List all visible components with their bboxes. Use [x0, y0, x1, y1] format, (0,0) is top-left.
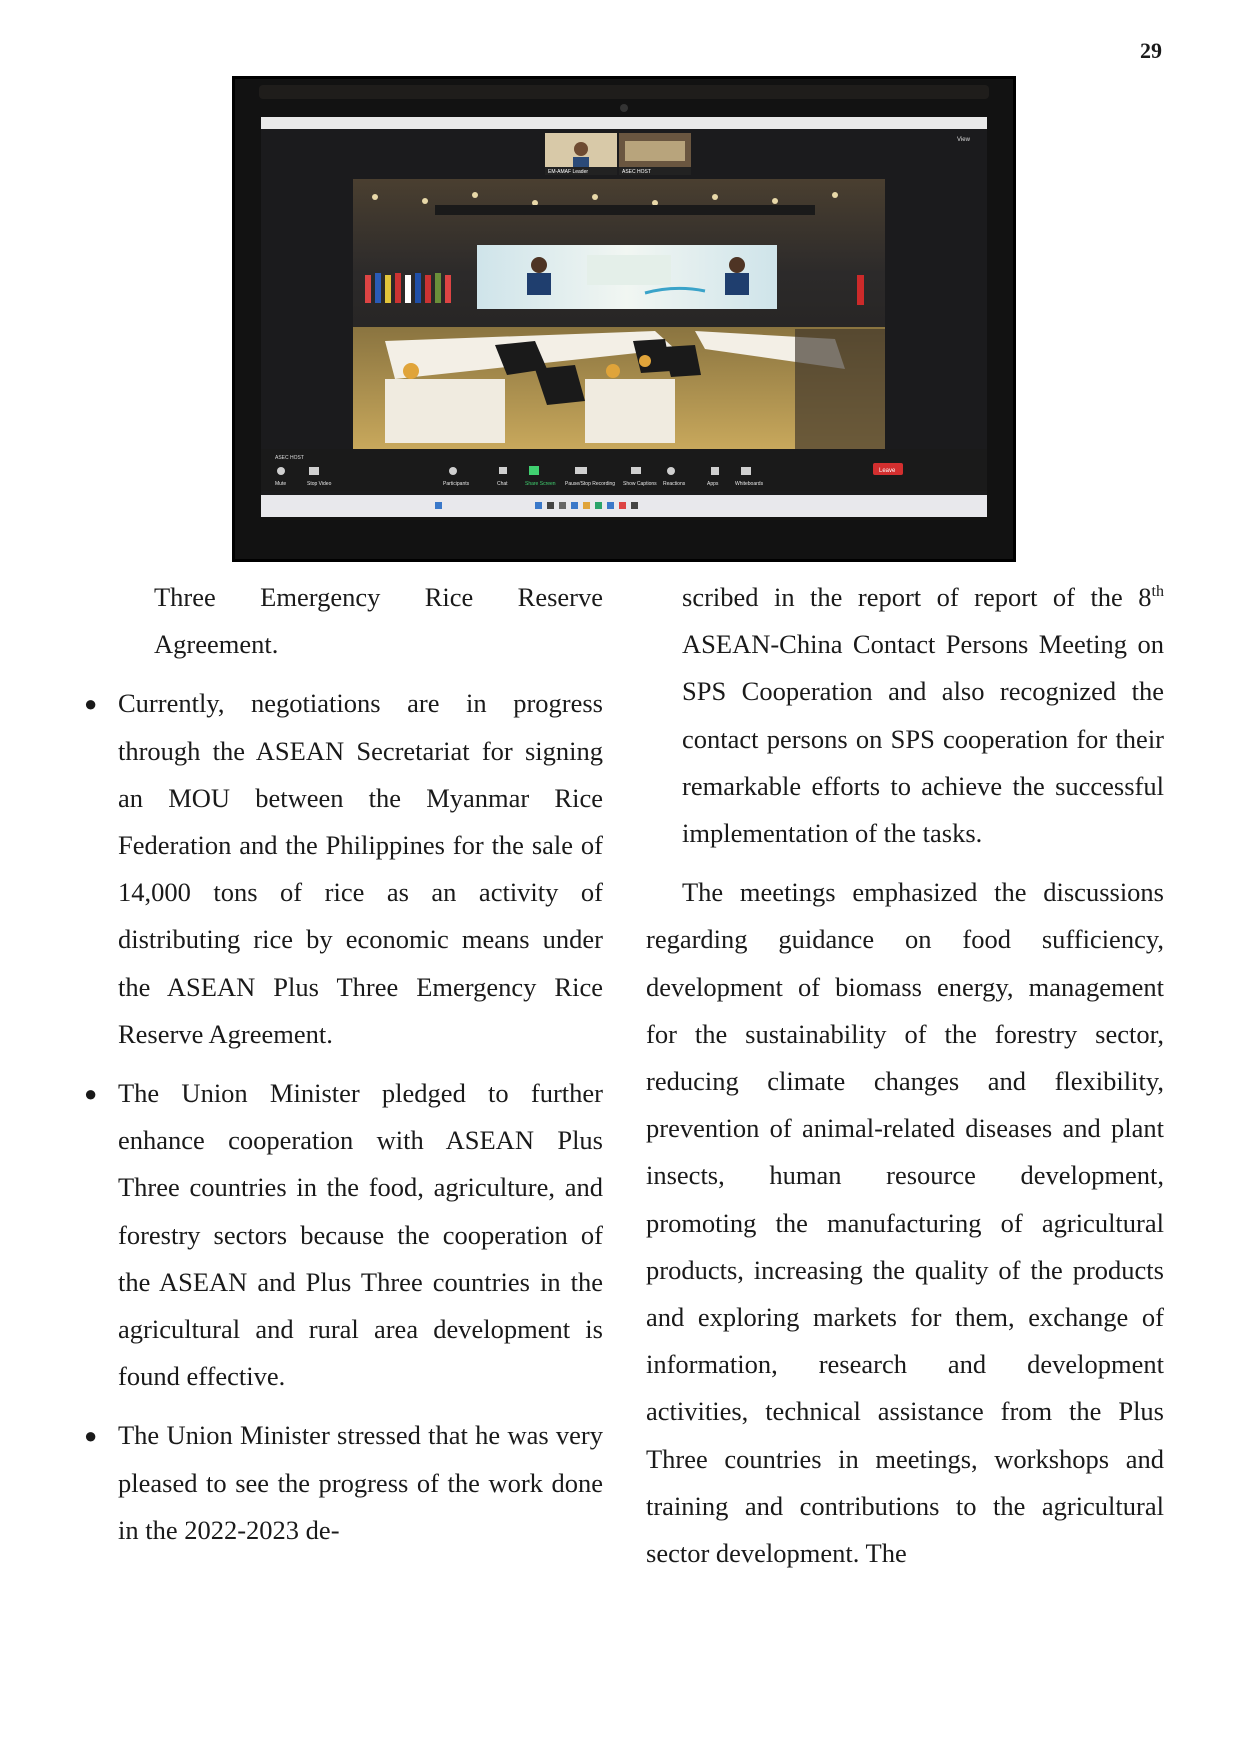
- ordinal-suffix: th: [1151, 583, 1164, 601]
- bullet-text: The Union Minister pledged to further enhance cooperation with ASEAN Plus Three countries in the food, agriculture, and forestry sectors because the cooperation of the ASEAN and Plus Three countries in the agricultural and rural area development is found effective.: [118, 1078, 603, 1392]
- participant-thumbnail: [545, 133, 617, 175]
- toolbar-reactions: Reactions: [663, 481, 686, 487]
- bullet-item: [84, 1412, 603, 1554]
- toolbar-share-screen: Share Screen: [525, 481, 556, 487]
- toolbar-captions: Show Captions: [623, 481, 657, 487]
- toolbar-recording: Pause/Stop Recording: [565, 481, 616, 487]
- name-tag: ASEC HOST: [622, 169, 651, 175]
- continuation-text: Three Emergency Rice Reserve Agreement.: [154, 582, 603, 660]
- continuation-before: scribed in the report of report of the 8: [682, 582, 1152, 612]
- body-paragraph: The meetings emphasized the discussions regarding guidance on food sufficiency, development of biomass energy, management for the sustainability of the forestry sector, reducing climate changes and flexibility, prevention of animal-related diseases and plant insects, human resource development, promoting the manufacturing of agricultural products, increasing the quality of the products and exploring markets for them, exchange of information, research and development activities, technical assistance from the Plus Three countries in meetings, workshops and training and contributions to the agricultural sector development. The: [646, 877, 1164, 1569]
- bullet-item: [84, 680, 603, 1058]
- host-label: ASEC HOST: [275, 455, 304, 461]
- participant-thumbnail: [619, 133, 691, 175]
- toolbar-participants: Participants: [443, 481, 470, 487]
- bullet-icon: ●: [84, 1081, 98, 1107]
- bullet-list: [84, 680, 603, 1554]
- left-column: [84, 574, 603, 1554]
- toolbar-whiteboards: Whiteboards: [735, 481, 764, 487]
- view-label: View: [957, 137, 970, 143]
- toolbar-stop-video: Stop Video: [307, 481, 332, 487]
- bullet-item: [84, 1070, 603, 1400]
- meeting-photo: [232, 76, 1016, 562]
- bullet-icon: ●: [84, 691, 98, 717]
- bullet-text: Currently, negotiations are in progress through the ASEAN Secretariat for signing an MOU between the Myanmar Rice Federation and the Philippines for the sale of 14,000 tons of rice as an activity of distributing rice by economic means under the ASEAN Plus Three Emergency Rice Reserve Agreement.: [118, 688, 603, 1049]
- page-number: 29: [1140, 38, 1162, 63]
- toolbar-apps: Apps: [707, 481, 719, 487]
- toolbar-chat: Chat: [497, 481, 508, 487]
- leave-label: Leave: [879, 468, 896, 474]
- continuation-after: ASEAN-China Contact Persons Meeting on SPS Cooperation and also recognized the contact persons on SPS cooperation for their remarkable efforts to achieve the successful implementation of the tasks.: [682, 629, 1164, 849]
- toolbar-mute: Mute: [275, 481, 287, 487]
- right-column: [646, 574, 1164, 1577]
- continuation-text: [646, 574, 1164, 857]
- bullet-text: The Union Minister stressed that he was very pleased to see the progress of the work done in the 2022-2023 de-: [118, 1420, 603, 1545]
- name-tag: EM-AMAF Leader: [548, 169, 589, 175]
- bullet-icon: ●: [84, 1423, 98, 1449]
